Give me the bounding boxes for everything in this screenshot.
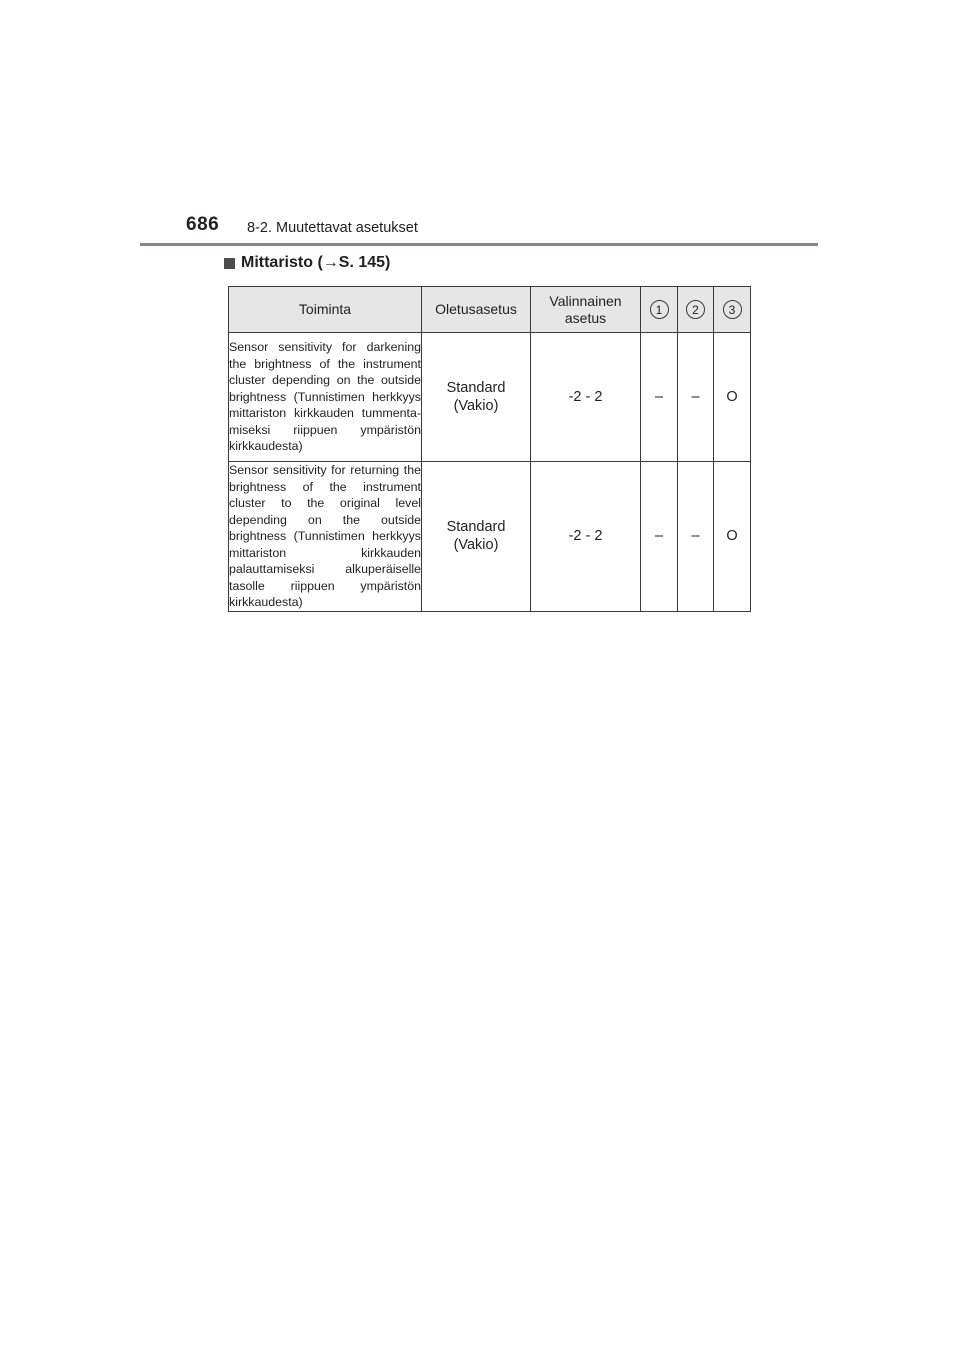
function-cell: Sensor sensitivity for darkening the brightness of the instrument cluster depending on the outside brightness (Tunnistimen herkkyys mittariston kirkkauden tummentamiseksi riippuen ympäristön kirkkaudesta) xyxy=(229,333,422,462)
default-value-fi: (Vakio) xyxy=(453,537,499,554)
col3-cell: O xyxy=(714,333,751,462)
column-header-default: Oletusasetus xyxy=(422,287,531,333)
subheading xyxy=(224,254,390,272)
function-cell: Sensor sensitivity for returning the brightness of the instrument cluster to the original level depending on the outside brightness (Tunnistimen herkkyys mittariston kirkkauden palauttamiseksi alkuperäiselle tasolle riippuen ympäristön kirkkaudesta) xyxy=(229,463,421,609)
column-header-1 xyxy=(641,287,678,333)
default-cell xyxy=(422,462,531,612)
col1-cell: – xyxy=(641,462,678,612)
table-row xyxy=(229,462,751,612)
column-header-optional: Valinnainen asetus xyxy=(531,287,641,333)
default-value: Standard xyxy=(446,380,506,396)
circled-number-1: 1 xyxy=(650,300,669,319)
subheading-text: Mittaristo (→S. 145) xyxy=(241,254,391,271)
column-header-3 xyxy=(714,287,751,333)
circled-number-3: 3 xyxy=(723,300,742,319)
section-title: 8-2. Muutettavat asetukset xyxy=(247,220,418,236)
circled-number-2: 2 xyxy=(686,300,705,319)
optional-cell: -2 - 2 xyxy=(531,333,641,462)
table-header-row xyxy=(229,287,751,333)
default-value-fi: (Vakio) xyxy=(453,398,499,414)
optional-cell: -2 - 2 xyxy=(531,462,641,612)
settings-table xyxy=(228,286,751,612)
default-value: Standard xyxy=(446,519,506,536)
page-number: 686 xyxy=(186,214,220,235)
square-bullet-icon xyxy=(224,258,235,269)
col1-cell: – xyxy=(641,333,678,462)
table-row xyxy=(229,333,751,462)
col2-cell: – xyxy=(678,333,714,462)
col3-cell: O xyxy=(714,462,751,612)
column-header-2 xyxy=(678,287,714,333)
header-divider xyxy=(140,243,818,246)
default-cell xyxy=(422,333,531,462)
column-header-function: Toiminta xyxy=(229,287,422,333)
col2-cell: – xyxy=(678,462,714,612)
